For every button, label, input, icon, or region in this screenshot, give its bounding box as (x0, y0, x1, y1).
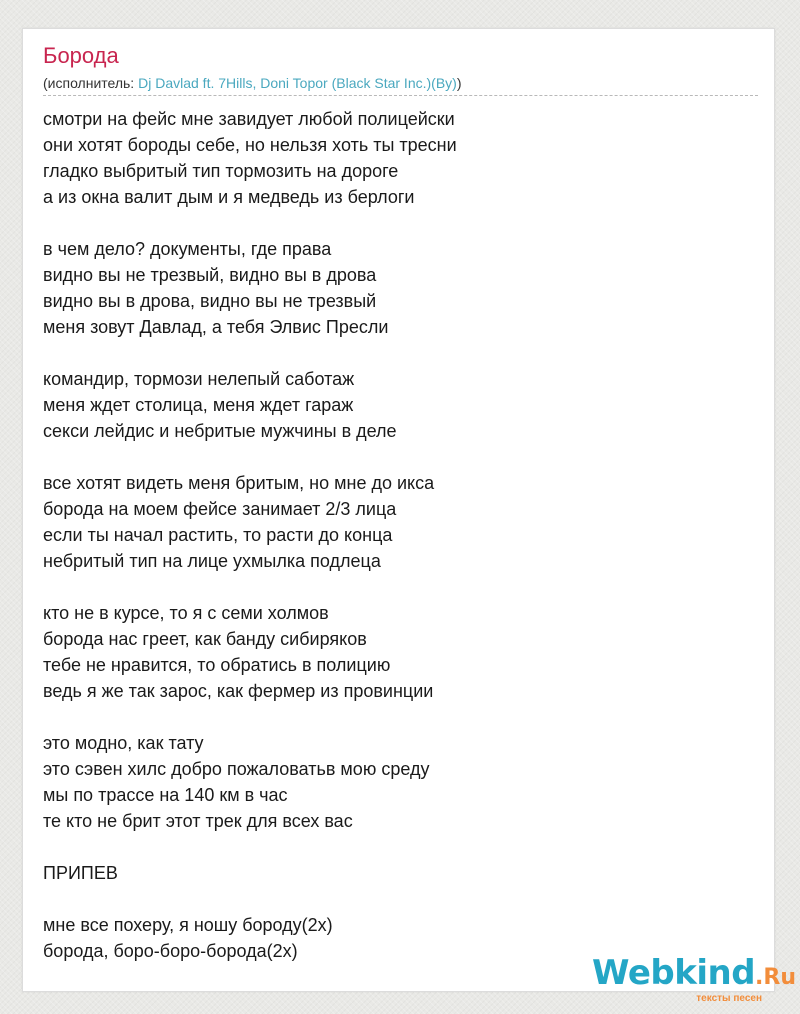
logo-wordmark (592, 953, 796, 993)
lyrics-stanza (43, 860, 457, 886)
lyrics-line: если ты начал растить, то расти до конца (43, 525, 393, 545)
lyrics-line: мне все похеру, я ношу бороду(2x) (43, 915, 333, 935)
lyrics-line: видно вы не трезвый, видно вы в дрова (43, 265, 377, 285)
lyrics-line: борода нас греет, как банду сибиряков (43, 629, 367, 649)
logo-tagline: тексты песен (696, 993, 762, 1004)
lyrics-line: секси лейдис и небритые мужчины в деле (43, 421, 397, 441)
lyrics-stanza (43, 236, 457, 340)
lyrics-line: ведь я же так зарос, как фермер из провинции (43, 681, 434, 701)
lyrics-line: кто не в курсе, то я с семи холмов (43, 603, 329, 623)
lyrics-line: меня ждет столица, меня ждет гараж (43, 395, 354, 415)
lyrics-stanza (43, 106, 457, 210)
lyrics-stanza (43, 366, 457, 444)
logo-suffix: .Ru (755, 965, 796, 990)
lyrics-line: видно вы в дрова, видно вы не трезвый (43, 291, 377, 311)
title-divider (43, 95, 758, 96)
lyrics-line: смотри на фейс мне завидует любой полицейски (43, 109, 455, 129)
lyrics-card (22, 28, 775, 992)
lyrics-stanza (43, 600, 457, 704)
lyrics-line: в чем дело? документы, где права (43, 239, 332, 259)
lyrics-line: те кто не брит этот трек для всех вас (43, 811, 353, 831)
lyrics-line: ПРИПЕВ (43, 863, 118, 883)
lyrics-line: борода, боро-боро-борода(2x) (43, 941, 298, 961)
lyrics-stanza (43, 912, 457, 964)
lyrics-line: мы по трассе на 140 км в час (43, 785, 288, 805)
artist-link[interactable]: Dj Davlad ft. 7Hills, Doni Topor (Black Star Inc.)(By) (138, 75, 457, 91)
lyrics-line: меня зовут Давлад, а тебя Элвис Пресли (43, 317, 389, 337)
lyrics-line: а из окна валит дым и я медведь из берлоги (43, 187, 415, 207)
artist-suffix: ) (456, 75, 462, 91)
artist-prefix: (исполнитель: (43, 75, 139, 91)
lyrics-line: все хотят видеть меня бритым, но мне до икса (43, 473, 435, 493)
lyrics-line: борода на моем фейсе занимает 2/3 лица (43, 499, 397, 519)
lyrics-stanza (43, 470, 457, 574)
lyrics-line: гладко выбритый тип тормозить на дороге (43, 161, 399, 181)
lyrics-body (43, 106, 457, 990)
webkind-logo[interactable] (592, 952, 796, 1012)
lyrics-line: тебе не нравится, то обратись в полицию (43, 655, 391, 675)
lyrics-line: командир, тормози нелепый саботаж (43, 369, 355, 389)
lyrics-line: небритый тип на лице ухмылка подлеца (43, 551, 381, 571)
logo-main-text: Webkind (592, 953, 756, 993)
lyrics-line: это модно, как тату (43, 733, 204, 753)
artist-line (43, 75, 462, 91)
lyrics-line: они хотят бороды себе, но нельзя хоть ты тресни (43, 135, 457, 155)
lyrics-stanza (43, 730, 457, 834)
song-title: Борода (43, 43, 119, 68)
lyrics-line: это сэвен хилс добро пожаловатьв мою среду (43, 759, 430, 779)
